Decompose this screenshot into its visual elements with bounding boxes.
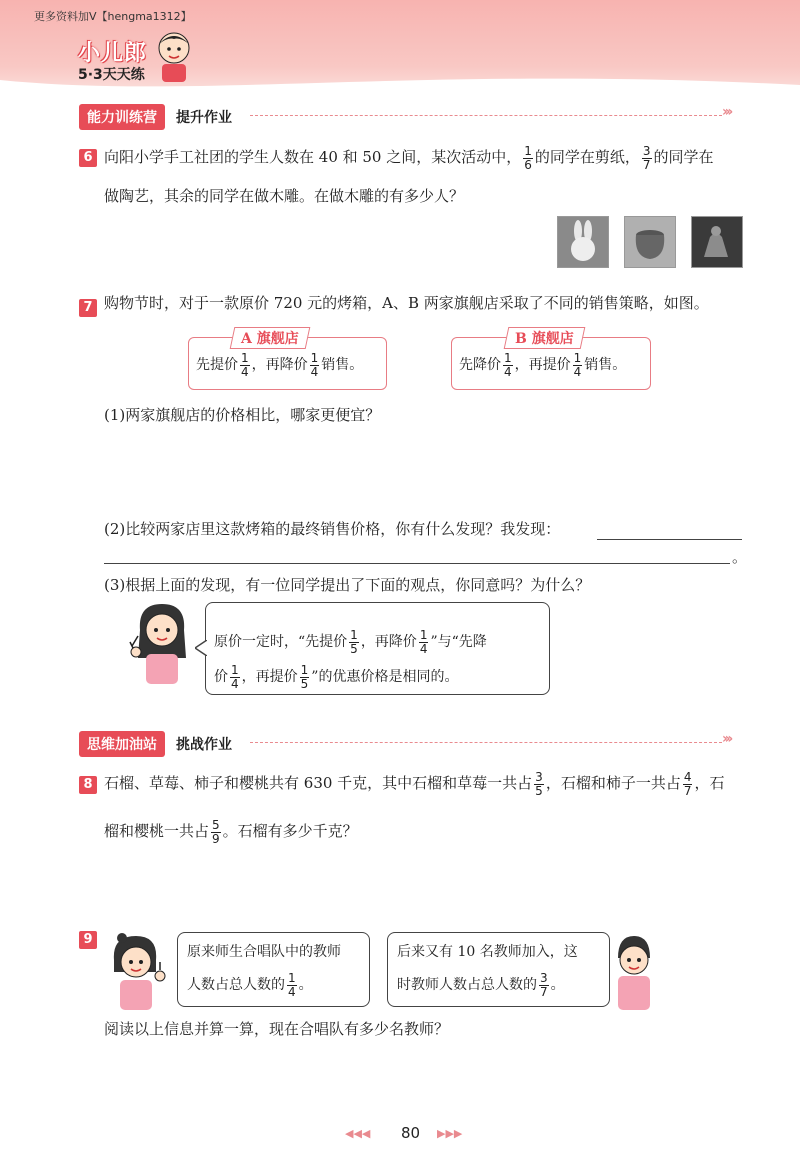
- section-sub-improve: 提升作业: [176, 110, 232, 126]
- opinion-line-1: 原价一定时，“先提价 $\frac{1}{5}$ ，再降价 $\frac{1}{4}$ ”与“先降: [214, 628, 487, 656]
- question-number: 9: [79, 931, 97, 949]
- q6-line-2: 做陶艺，其余的同学在做木雕。在做木雕的有多少人？: [104, 187, 465, 205]
- store-b-tag: B 旗舰店: [504, 327, 585, 349]
- q9-question: 阅读以上信息并算一算，现在合唱队有多少名教师？: [104, 1020, 450, 1038]
- fraction: $\frac{1}{4}$: [310, 351, 319, 379]
- bubble-later-line-2: 时教师人数占总人数的 $\frac{3}{7}$ 。: [397, 971, 565, 999]
- girl-student-2-icon: [100, 930, 170, 1012]
- fraction: $\frac{3}{5}$: [535, 770, 543, 798]
- pottery-photo-icon: [624, 216, 676, 268]
- logo-subtitle: 5·3天天练: [78, 67, 145, 83]
- question-number: 7: [79, 299, 97, 317]
- fraction: $\frac{1}{4}$: [241, 351, 249, 379]
- rabbit-papercut-photo-icon: [557, 216, 609, 268]
- section-sub-challenge: 挑战作业: [176, 737, 232, 753]
- store-a-text: 先提价 $\frac{1}{4}$ ，再降价 $\frac{1}{4}$ 销售。: [196, 351, 364, 379]
- q7-line-1: 购物节时，对于一款原价 720 元的烤箱，A、B 两家旗舰店采取了不同的销售策略，如图。: [104, 294, 709, 312]
- girl-student-icon: [128, 600, 196, 688]
- q6-line-1: [104, 145, 714, 171]
- fraction: $\frac{4}{7}$: [683, 770, 692, 798]
- store-a-tag: A 旗舰店: [230, 327, 310, 349]
- denominator: 6: [524, 157, 532, 172]
- fraction: $\frac{1}{4}$: [419, 628, 428, 656]
- q8-line-2: 榴和樱桃一共占 $\frac{5}{9}$ 。石榴有多少千克？: [104, 818, 358, 846]
- section-divider: [250, 115, 722, 116]
- fraction: [523, 145, 533, 171]
- q7-part-3: (3)根据上面的发现，有一位同学提出了下面的观点，你同意吗？为什么？: [104, 576, 591, 594]
- page-next-arrows: ▶▶▶: [437, 1127, 463, 1140]
- fraction: $\frac{1}{4}$: [573, 351, 582, 379]
- store-b-text: 先降价 $\frac{1}{4}$ ，再提价 $\frac{1}{4}$ 销售。: [459, 351, 627, 379]
- fraction: $\frac{3}{7}$: [540, 971, 548, 999]
- page-prev-arrows: ◀◀◀: [345, 1127, 371, 1140]
- q6-text-a: 向阳小学手工社团的学生人数在 40 和 50 之间，某次活动中，: [104, 148, 522, 167]
- answer-line-1[interactable]: [597, 539, 742, 540]
- q7-part-2: (2)比较两家店里这款烤箱的最终销售价格，你有什么发现？我发现：: [104, 520, 561, 538]
- fraction: $\frac{1}{4}$: [288, 971, 296, 999]
- numerator: 1: [524, 144, 532, 158]
- q6-text-c: 的同学在: [653, 148, 714, 167]
- section-label-ability: 能力训练营: [79, 104, 165, 130]
- speech-tail: [195, 640, 207, 656]
- fraction: $\frac{1}{4}$: [504, 351, 512, 379]
- chevron-right-icon: ›››: [722, 104, 731, 120]
- page-number: 80: [401, 1124, 421, 1142]
- section-divider: [250, 742, 722, 743]
- section-label-thinking: 思维加油站: [79, 731, 165, 757]
- opinion-line-2: 价 $\frac{1}{4}$ ，再提价 $\frac{1}{5}$ ”的优惠价格是相同的。: [214, 663, 459, 691]
- chevron-right-icon: ›››: [722, 731, 731, 747]
- q8-line-1: 石榴、草莓、柿子和樱桃共有 630 千克，其中石榴和草莓一共占 $\frac{3}{5}$ ，石榴和柿子一共占 $\frac{4}{7}$ ，石: [104, 770, 725, 798]
- question-number: 6: [79, 149, 97, 167]
- fraction: $\frac{1}{5}$: [350, 628, 358, 656]
- fraction: $\frac{1}{4}$: [231, 663, 239, 691]
- q7-part-2-end: 。: [732, 548, 748, 566]
- woodcarving-photo-icon: [691, 216, 743, 268]
- bubble-original-line-1: 原来师生合唱队中的教师: [187, 944, 341, 960]
- logo-title: 小儿郎: [78, 41, 148, 66]
- boy-mascot-icon: [150, 28, 198, 84]
- answer-line-2[interactable]: [104, 563, 730, 564]
- fraction: $\frac{1}{5}$: [300, 663, 309, 691]
- q6-text-b: 的同学在剪纸，: [534, 148, 640, 167]
- fraction: [642, 145, 652, 171]
- boy-student-icon: [608, 932, 660, 1012]
- bubble-later-line-1: 后来又有 10 名教师加入，这: [397, 944, 578, 960]
- numerator: 3: [642, 144, 651, 158]
- bubble-original-line-2: 人数占总人数的 $\frac{1}{4}$ 。: [187, 971, 313, 999]
- fraction: $\frac{5}{9}$: [212, 818, 220, 846]
- denominator: 7: [642, 157, 651, 172]
- question-number: 8: [79, 776, 97, 794]
- top-note: 更多资料加V【hengma1312】: [34, 10, 192, 23]
- q7-part-1: (1)两家旗舰店的价格相比，哪家更便宜？: [104, 406, 381, 424]
